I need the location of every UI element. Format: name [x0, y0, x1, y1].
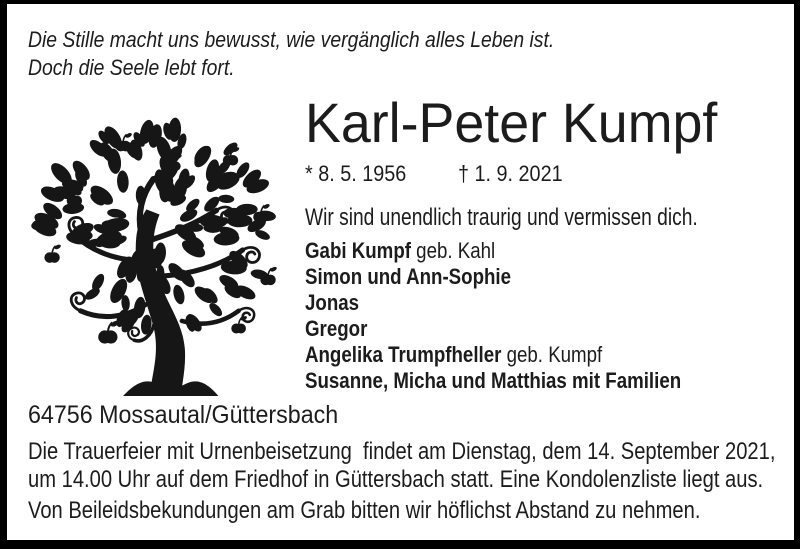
mourner-suffix: geb. Kumpf: [501, 342, 603, 367]
mourner-line: [305, 264, 785, 290]
mourner-name: Simon und Ann-Sophie: [305, 264, 512, 289]
mourner-line: [305, 290, 785, 316]
death-date: † 1. 9. 2021: [457, 161, 563, 186]
mourner-name: Gregor: [305, 316, 368, 341]
mourner-line: [305, 316, 785, 342]
announcement-column: [305, 91, 785, 394]
obituary-card: [7, 4, 794, 540]
funeral-info-line-2: um 14.00 Uhr auf dem Friedhof in Güttersbach statt. Eine Kondolenzliste liegt aus.: [28, 466, 764, 493]
quote-line-2: Doch die Seele lebt fort.: [28, 55, 235, 80]
apple-tree-icon: [21, 106, 291, 400]
location-line: 64756 Mossautal/Güttersbach: [28, 401, 339, 429]
mourner-name: Angelika Trumpfheller: [305, 342, 502, 367]
mourner-line: [305, 238, 785, 264]
mourner-list: [305, 238, 785, 394]
mourner-line: [305, 368, 785, 394]
mourner-line: [305, 342, 785, 368]
quote-line-1: Die Stille macht uns bewusst, wie vergänglich alles Leben ist.: [28, 27, 555, 52]
mourner-name: Susanne, Micha und Matthias mit Familien: [305, 368, 682, 393]
grief-statement: Wir sind unendlich traurig und vermissen dich.: [305, 204, 698, 231]
funeral-info-line-1: Die Trauerfeier mit Urnenbeisetzung findet am Dienstag, dem 14. September 2021,: [28, 438, 776, 465]
condolence-note: Von Beileidsbekundungen am Grab bitten wir höflichst Abstand zu nehmen.: [28, 497, 701, 524]
mourner-name: Gabi Kumpf: [305, 238, 411, 263]
mourner-suffix: geb. Kahl: [410, 238, 496, 263]
memorial-quote: [28, 26, 626, 82]
deceased-name: Karl-Peter Kumpf: [305, 91, 718, 154]
life-dates: [305, 161, 785, 187]
mourner-name: Jonas: [305, 290, 360, 315]
tree-of-life-illustration: [21, 106, 291, 400]
funeral-information: [28, 438, 794, 494]
birth-date: * 8. 5. 1956: [305, 161, 407, 186]
